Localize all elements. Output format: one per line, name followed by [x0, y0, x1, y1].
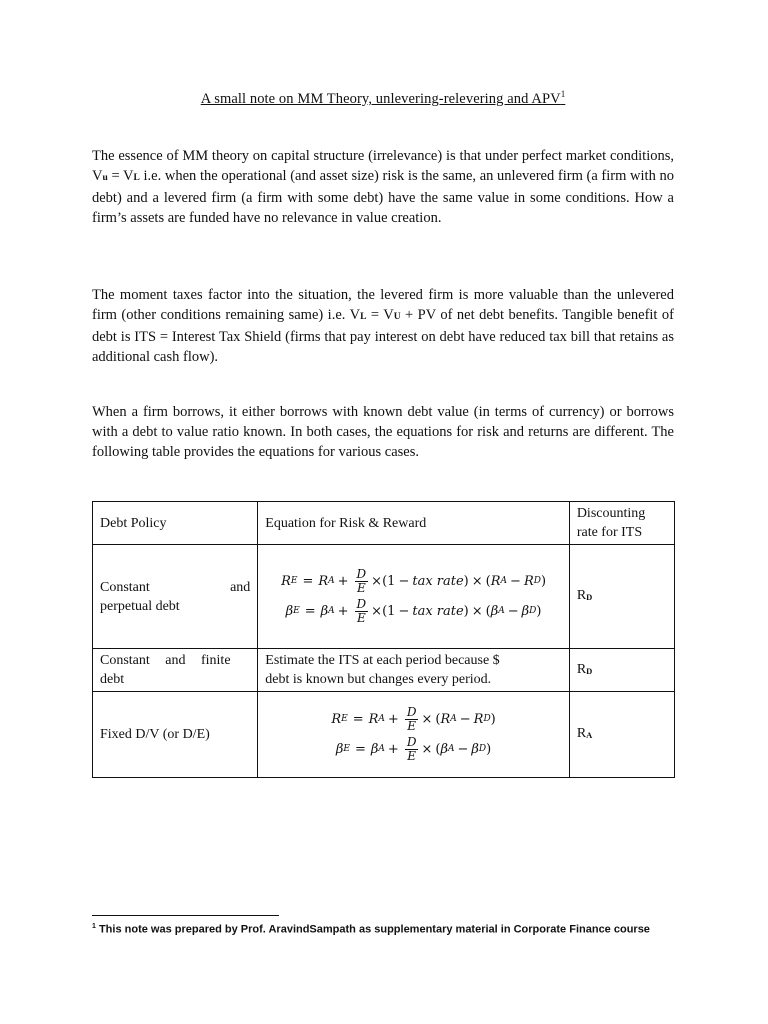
m-RD-sub: D	[533, 576, 541, 586]
m-frac-num: D	[356, 597, 367, 611]
m-betaA: β	[370, 742, 379, 757]
header-equation: Equation for Risk & Reward	[258, 502, 570, 545]
rate-sub: D	[586, 592, 593, 602]
m-betaA-sub: A	[447, 744, 455, 754]
m-one: 1	[387, 574, 396, 589]
fraction-d-over-e	[405, 736, 419, 763]
m-RA-sub: A	[328, 576, 335, 586]
m-frac-den: E	[407, 719, 417, 733]
m-betaE-sub: E	[343, 744, 350, 754]
m-betaE: β	[285, 604, 294, 619]
m-RA-sub: A	[450, 714, 457, 724]
p1-part2: = V	[107, 168, 134, 184]
table-header-row	[93, 502, 675, 545]
rate-letter: R	[576, 726, 587, 741]
rate-sub: D	[586, 665, 593, 676]
policy-word-constant: Constant	[100, 579, 150, 595]
p1-sub-u: u	[102, 173, 108, 183]
rate-cell-finite	[569, 649, 674, 692]
m-minus: −	[510, 574, 521, 589]
paragraph-taxes	[92, 285, 674, 367]
m-RD: R	[523, 574, 534, 589]
title-footnote-mark: 1	[560, 89, 566, 99]
m-lparen: (	[485, 604, 491, 619]
rate-sub: A	[586, 730, 593, 740]
p2-part1: The moment taxes factor into the situation, the levered firm is more valuable than the unlevered firm (other conditions remaining same) i.e. V	[92, 287, 674, 323]
m-betaD-sub: D	[529, 606, 537, 616]
fraction-d-over-e	[355, 568, 369, 595]
title-text: A small note on MM Theory, unlevering-relevering and APV	[200, 90, 561, 107]
m-one: 1	[387, 604, 396, 619]
m-rparen: )	[540, 574, 547, 589]
policy-cell-finite	[93, 649, 258, 692]
policy-finite-line1: Constant and finite	[100, 653, 231, 668]
policy-line-2: perpetual debt	[100, 598, 180, 614]
m-times: ×	[421, 712, 433, 727]
m-tax-rate: tax rate	[412, 574, 464, 589]
table-row	[93, 649, 675, 692]
beta-equation-with-tax	[265, 597, 562, 627]
p3-text: When a firm borrows, it either borrows with known debt value (in terms of currency) or borrows with a debt to value ratio known. In both cases, the equations for risk and returns are different. The following table provides the equations for various cases.	[92, 404, 674, 460]
p1-part3: i.e. when the operational (and asset size) risk is the same, an unlevered firm (a firm with no debt) and a levered firm (a firm with some debt) have the same value in some conditions. How a firm’s assets are funded have no relevance in value creation.	[92, 168, 674, 226]
table-row	[93, 692, 675, 778]
footnote-mark: 1	[92, 923, 96, 930]
m-RA: R	[440, 712, 451, 727]
m-RE-sub: E	[341, 714, 348, 724]
header-debt-policy: Debt Policy	[93, 502, 258, 545]
m-frac-den: E	[356, 611, 366, 625]
m-times: ×	[471, 604, 483, 619]
m-RA-sub: A	[378, 714, 385, 724]
m-times: ×	[421, 742, 433, 757]
rate-letter: R	[576, 661, 587, 677]
policy-word-and: and	[230, 579, 251, 595]
footnote-divider	[92, 915, 279, 916]
m-plus: +	[387, 712, 399, 727]
m-betaA-sub: A	[378, 744, 385, 754]
m-plus: +	[337, 604, 349, 619]
m-minus: −	[398, 574, 410, 589]
m-betaA: β	[490, 604, 499, 619]
rate-letter: R	[576, 588, 587, 603]
page-title	[92, 89, 674, 108]
footnote	[92, 923, 692, 936]
m-RE: R	[331, 712, 342, 727]
m-rparen: )	[536, 604, 542, 619]
m-betaD-sub: D	[478, 744, 487, 754]
m-times: ×	[371, 574, 383, 589]
m-betaD: β	[521, 604, 530, 619]
m-frac-num: D	[406, 705, 417, 719]
m-tax-rate: tax rate	[412, 604, 464, 619]
p2-sub-u: U	[393, 312, 401, 322]
m-RA: R	[490, 574, 501, 589]
m-eq: =	[355, 742, 366, 757]
header-discount-rate: Discounting rate for ITS	[569, 502, 674, 545]
m-RA-sub: A	[500, 576, 508, 586]
fraction-d-over-e	[405, 706, 419, 733]
equation-cell-finite	[258, 649, 570, 692]
m-RD: R	[473, 712, 484, 727]
p1-part1: The essence of MM theory on capital structure (irrelevance) is that under perfect market conditions, V	[92, 148, 674, 184]
p2-part3: + PV of net debt benefits. Tangible benefit of debt is ITS = Interest Tax Shield (firms that pay interest on debt have reduced tax bill that retains as additional cash flow).	[92, 307, 674, 365]
p2-part2: = V	[366, 307, 394, 323]
m-RE-sub: E	[290, 576, 298, 586]
m-lparen: (	[382, 604, 388, 619]
m-betaD: β	[471, 742, 479, 757]
m-betaA-sub: A	[328, 606, 335, 616]
table-row	[93, 545, 675, 649]
m-eq: =	[304, 604, 316, 619]
m-frac-den: E	[407, 749, 417, 763]
m-eq: =	[302, 574, 314, 589]
m-RA: R	[368, 712, 379, 727]
policy-line-2: debt	[100, 672, 125, 687]
return-equation-fixed	[265, 705, 562, 735]
m-plus: +	[337, 574, 349, 589]
footnote-text: This note was prepared by Prof. AravindSampath as supplementary material in Corporate Finance course	[95, 923, 650, 936]
m-times: ×	[371, 604, 383, 619]
finite-text-line2: debt is known but changes every period.	[265, 672, 492, 687]
fraction-d-over-e	[355, 598, 369, 625]
m-frac-den: E	[356, 581, 366, 595]
m-minus: −	[398, 604, 410, 619]
policy-cell-perpetual	[93, 545, 258, 649]
m-lparen: (	[435, 742, 441, 757]
m-lparen: (	[485, 574, 491, 589]
p2-sub-l: L	[360, 312, 367, 322]
m-minus: −	[457, 742, 469, 757]
m-plus: +	[387, 742, 399, 757]
m-lparen: (	[382, 574, 388, 589]
m-rparen: )	[490, 712, 496, 727]
m-betaA-sub: A	[498, 606, 505, 616]
beta-equation-fixed	[265, 735, 562, 765]
finite-text-line1: Estimate the ITS at each period because $	[265, 653, 500, 668]
m-eq: =	[352, 712, 364, 727]
policy-cell-fixed: Fixed D/V (or D/E)	[93, 692, 258, 778]
m-lparen: (	[435, 712, 441, 727]
m-rparen: )	[463, 604, 469, 619]
m-rparen: )	[486, 742, 492, 757]
m-betaE: β	[335, 742, 344, 757]
m-frac-num: D	[356, 567, 367, 581]
m-rparen: )	[463, 574, 469, 589]
rate-cell-perpetual	[569, 545, 674, 649]
m-RE: R	[281, 574, 291, 589]
m-times: ×	[471, 574, 483, 589]
m-minus: −	[459, 712, 471, 727]
m-minus: −	[507, 604, 519, 619]
policy-line-1	[100, 651, 250, 670]
m-RA: R	[318, 574, 329, 589]
return-equation-with-tax	[265, 567, 562, 597]
paragraph-mm-essence	[92, 146, 674, 228]
equation-cell-perpetual	[258, 545, 570, 649]
m-betaA: β	[440, 742, 448, 757]
m-RD-sub: D	[483, 714, 491, 724]
debt-policy-table	[92, 501, 675, 778]
m-betaA: β	[320, 604, 329, 619]
policy-line-1	[100, 578, 250, 597]
paragraph-borrowing	[92, 402, 674, 462]
equation-cell-fixed	[258, 692, 570, 778]
m-frac-num: D	[406, 735, 417, 749]
m-betaE-sub: E	[293, 606, 300, 616]
p1-sub-l: L	[133, 173, 140, 183]
rate-cell-fixed	[569, 692, 674, 778]
